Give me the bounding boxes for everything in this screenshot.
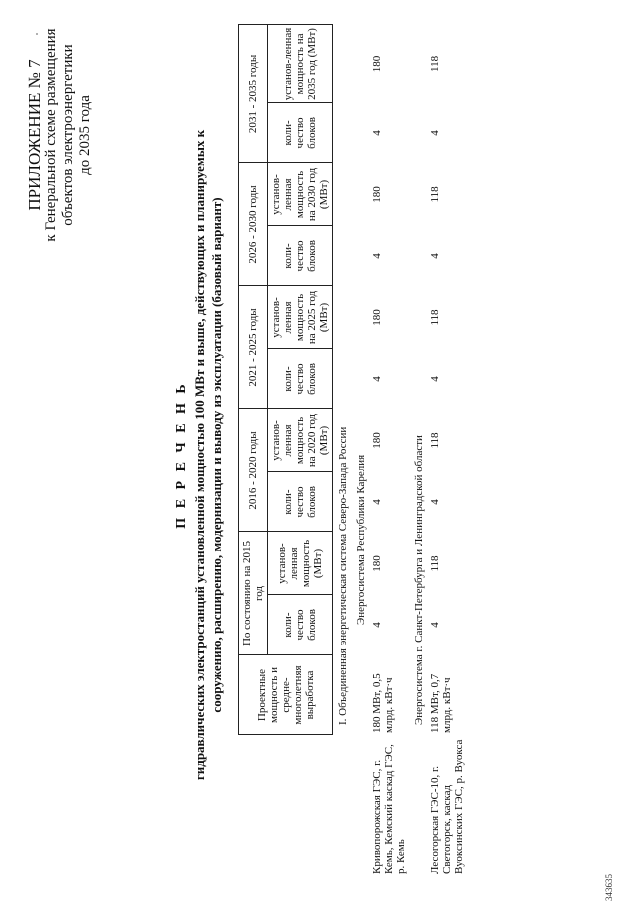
cell-installed-power: 180: [371, 55, 383, 73]
header-period: 2026 - 2030 годы: [239, 163, 268, 286]
cell-unit-count: 4: [371, 253, 383, 259]
heading-subtitle-line: сооружению, расширению, модернизации и выводу из эксплуатации (базовый вариант): [209, 197, 224, 713]
cell-unit-count: 4: [429, 499, 441, 505]
plant-name: Лесогорская ГЭС-10, г. Светогорск, каскад Вуоксинских ГЭС, р. Вуокса: [429, 739, 465, 874]
cell-unit-count: 4: [429, 130, 441, 136]
header-period: 2031 - 2035 годы: [239, 25, 268, 163]
header-unit-count: коли-чество блоков: [268, 103, 333, 163]
plant-project-capacity: 118 МВт, 0,7 млрд. кВт·ч: [429, 673, 453, 733]
table-header-row: [239, 25, 268, 875]
appendix-title: ПРИЛОЖЕНИЕ № 7: [25, 59, 44, 211]
cell-installed-power: 180: [371, 432, 383, 449]
cell-installed-power: 118: [429, 432, 441, 449]
cell-installed-power: 180: [371, 309, 383, 326]
header-installed-power: установ-ленная мощность на 2025 год (МВт): [268, 286, 333, 349]
system-title: I. Объединенная энергетическая система Северо-Запада России: [337, 426, 349, 725]
region-title-row: [409, 25, 427, 875]
cell-unit-count: 4: [371, 130, 383, 136]
header-installed-power: установ-ленная мощность на 2030 год (МВт): [268, 163, 333, 226]
document-heading: [174, 45, 224, 865]
plant-project-capacity: 180 МВт, 0,5 млрд. кВт·ч: [371, 673, 395, 733]
appendix-line: объектов электроэнергетики: [60, 44, 76, 226]
header-installed-power: установ-ленная мощность на 2020 год (МВт): [268, 409, 333, 472]
header-blank-cell: [239, 735, 333, 875]
header-period: По состоянию на 2015 год: [239, 532, 268, 655]
heading-title: П Е Р Е Ч Е Н Ь: [174, 381, 189, 529]
header-period: 2021 - 2025 годы: [239, 286, 268, 409]
header-installed-power: установ-ленная мощность на 2035 год (МВт): [268, 25, 333, 103]
appendix-line: до 2035 года: [77, 95, 93, 175]
heading-subtitle-line: гидравлических электростанций установленной мощностью 100 МВт и выше, действующих и планируемых к: [192, 129, 207, 781]
header-installed-power: установ-ленная мощность (МВт): [268, 532, 333, 595]
cell-installed-power: 118: [429, 309, 441, 326]
cell-unit-count: 4: [429, 376, 441, 382]
cell-unit-count: 4: [371, 499, 383, 505]
header-period: 2016 - 2020 годы: [239, 409, 268, 532]
hydro-plants-table: [238, 24, 467, 875]
cell-installed-power: 118: [429, 55, 441, 72]
appendix-line: к Генеральной схеме размещения: [43, 28, 59, 242]
region-title: Энергосистема Республики Карелия: [355, 454, 367, 625]
cell-installed-power: 180: [371, 555, 383, 572]
page-number: 343635: [604, 874, 614, 901]
cell-installed-power: 118: [429, 555, 441, 572]
plant-name: Кривопорожская ГЭС, г. Кемь, Кемский каскад ГЭС, р. Кемь: [371, 744, 407, 874]
cell-unit-count: 4: [371, 622, 383, 628]
header-unit-count: коли-чество блоков: [268, 595, 333, 655]
region-title: Энергосистема г. Санкт-Петербурга и Ленинградской области: [413, 435, 425, 725]
cell-installed-power: 180: [371, 186, 383, 203]
header-project-capacity: Проектные мощность и средне-многолетняя выработка: [239, 655, 333, 735]
hydro-plants-table-container: [238, 25, 467, 875]
cell-unit-count: 4: [429, 622, 441, 628]
table-row: [427, 25, 467, 875]
header-unit-count: коли-чество блоков: [268, 472, 333, 532]
header-unit-count: коли-чество блоков: [268, 349, 333, 409]
region-title-row: [351, 25, 369, 875]
header-unit-count: коли-чество блоков: [268, 226, 333, 286]
cell-unit-count: 4: [371, 376, 383, 382]
appendix-block: [26, 25, 94, 245]
cell-installed-power: 118: [429, 186, 441, 203]
table-row: [369, 25, 409, 875]
system-title-row: [333, 25, 352, 875]
cell-unit-count: 4: [429, 253, 441, 259]
